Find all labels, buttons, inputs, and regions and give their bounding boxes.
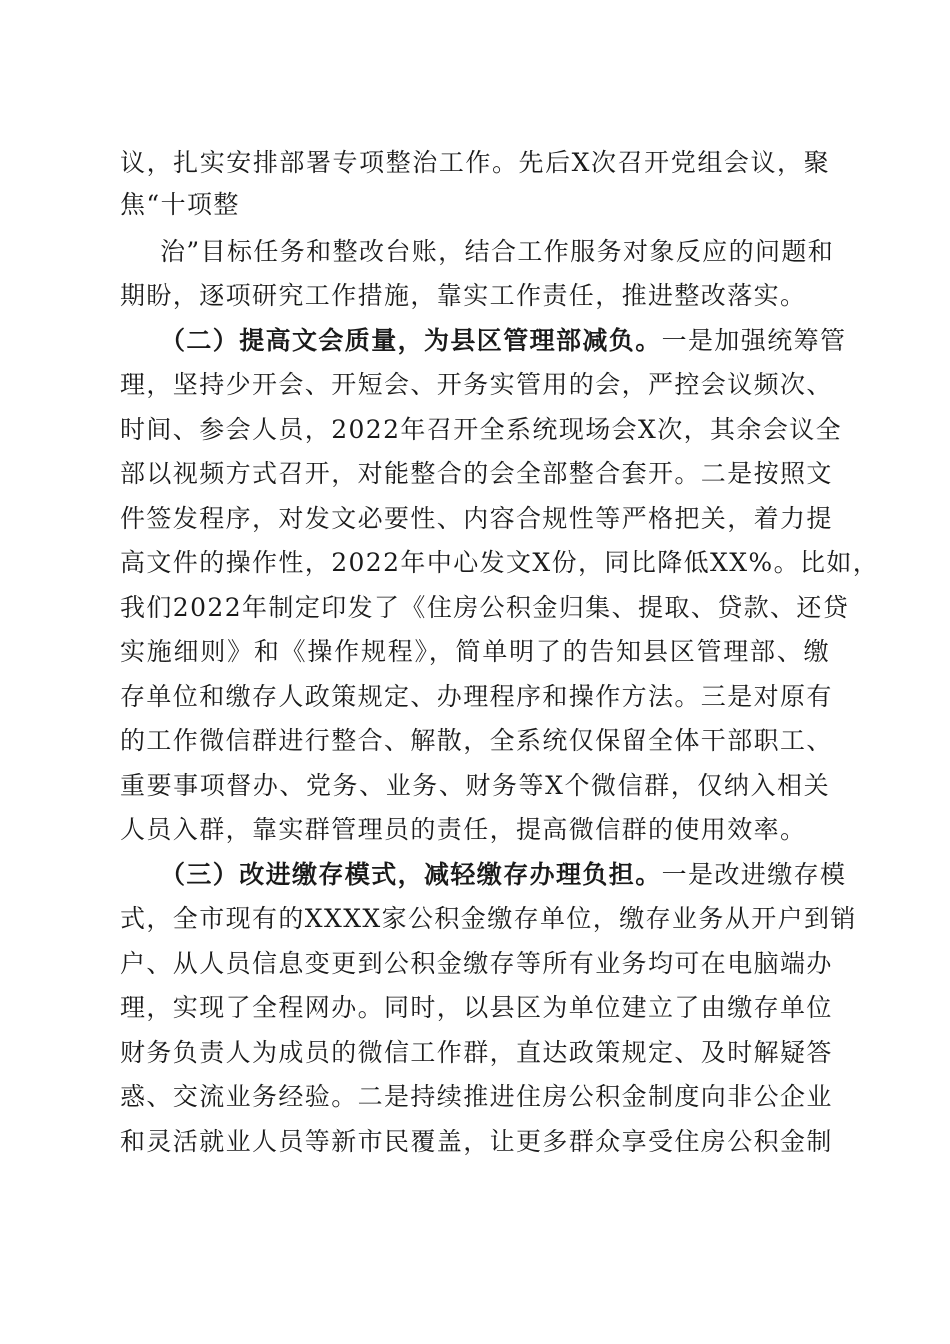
text-line: 议，扎实安排部署专项整治工作。先后X次召开党组会议，聚 [120, 148, 830, 177]
text-line: 人员入群，靠实群管理员的责任，提高微信群的使用效率。 [120, 815, 807, 844]
paragraph-heading-line [160, 321, 847, 361]
text-line: 理，坚持少开会、开短会、开务实管用的会，严控会议频次、 [120, 370, 833, 399]
text-line: 期盼，逐项研究工作措施，靠实工作责任，推进整改落实。 [120, 281, 807, 310]
text-line: 式，全市现有的XXXX家公积金缴存单位，缴存业务从开户到销 [120, 904, 857, 933]
section-heading: （二）提高文会质量，为县区管理部减负。 [160, 326, 662, 355]
text-line: 实施细则》和《操作规程》，简单明了的告知县区管理部、缴 [120, 637, 830, 666]
section-heading: （三）改进缴存模式，减轻缴存办理负担。 [160, 860, 662, 889]
text-line: 重要事项督办、党务、业务、财务等X个微信群，仅纳入相关 [120, 771, 830, 800]
text-run: 一是加强统筹管 [661, 326, 847, 355]
text-run: 一是改进缴存模 [661, 860, 847, 889]
text-line: 和灵活就业人员等新市民覆盖，让更多群众享受住房公积金制 [120, 1127, 833, 1156]
text-line: 财务负责人为成员的微信工作群，直达政策规定、及时解疑答 [120, 1038, 833, 1067]
text-line: 惑、交流业务经验。二是持续推进住房公积金制度向非公企业 [120, 1082, 833, 1111]
text-line: 治”目标任务和整改台账，结合工作服务对象反应的问题和 [160, 237, 835, 266]
text-line: 时间、参会人员，2022年召开全系统现场会X次，其余会议全 [120, 415, 843, 444]
text-line: 部以视频方式召开，对能整合的会全部整合套开。二是按照文 [120, 459, 833, 488]
text-line: 理，实现了全程网办。同时，以县区为单位建立了由缴存单位 [120, 993, 833, 1022]
text-line: 高文件的操作性，2022年中心发文X份，同比降低XX%。比如， [120, 548, 880, 577]
text-line: 户、从人员信息变更到公积金缴存等所有业务均可在电脑端办 [120, 949, 833, 978]
text-line: 我们2022年制定印发了《住房公积金归集、提取、贷款、还贷 [120, 593, 850, 622]
text-line: 焦“十项整 [120, 190, 240, 219]
text-line: 的工作微信群进行整合、解散，全系统仅保留全体干部职工、 [120, 726, 833, 755]
text-line: 件签发程序，对发文必要性、内容合规性等严格把关，着力提 [120, 504, 833, 533]
paragraph-heading-line [160, 855, 847, 895]
text-line: 存单位和缴存人政策规定、办理程序和操作方法。三是对原有 [120, 682, 833, 711]
